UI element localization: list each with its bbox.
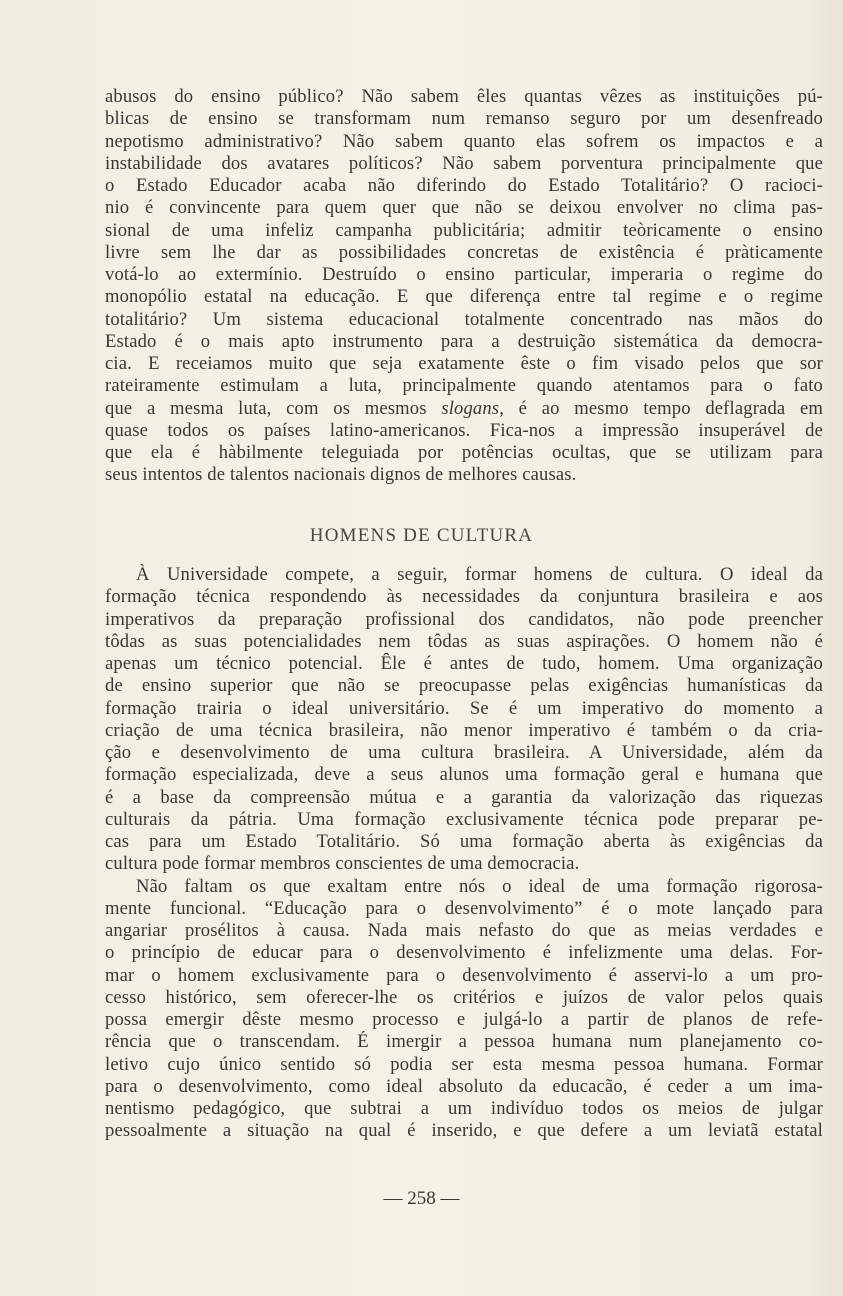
text-line: nepotismo administrativo? Não sabem quanto elas sofrem os impactos e a	[105, 130, 823, 152]
text-line: cia. E receiamos muito que seja exatamente êste o fim visado pelos que sor	[105, 353, 823, 374]
paragraph-1	[105, 86, 823, 487]
text-line: rateiramente estimulam a luta, principalmente quando atentamos para o fato	[105, 375, 823, 397]
text-line: Não faltam os que exaltam entre nós o ideal de uma formação rigorosa-	[136, 875, 823, 897]
text-line: seus intentos de talentos nacionais dignos de melhores causas.	[105, 464, 577, 486]
text-line: letivo cujo único sentido só podia ser esta mesma pessoa humana. Formar	[105, 1053, 823, 1075]
text-line: formação técnica respondendo às necessidades da conjuntura brasileira e aos	[105, 586, 823, 608]
text-line: ção e desenvolvimento de uma cultura brasileira. A Universidade, além da	[105, 742, 823, 763]
text-line: possa emergir dêste mesmo processo e julgá-lo a partir de planos de refe-	[105, 1009, 823, 1030]
text-line: totalitário? Um sistema educacional totalmente concentrado nas mãos do	[105, 308, 823, 330]
text-line: tôdas as suas potencialidades nem tôdas as suas aspirações. O homem não é	[105, 630, 823, 652]
section-heading: HOMENS DE CULTURA	[309, 525, 534, 546]
text-line: formação trairia o ideal universitário. Se é um imperativo do momento a	[105, 697, 823, 719]
text-line: para o desenvolvimento, como ideal absoluto da educacão, é ceder a um ima-	[105, 1075, 823, 1097]
text-line: formação especializada, deve a seus alunos uma formação geral e humana que	[105, 764, 823, 786]
italic-word: slogans	[441, 397, 500, 419]
text-line: À Universidade compete, a seguir, formar homens de cultura. O ideal da	[136, 564, 823, 585]
text-line: votá-lo ao extermínio. Destruído o ensino particular, imperaria o regime do	[105, 264, 823, 285]
text-line: cas para um Estado Totalitário. Só uma formação aberta às exigências da	[105, 831, 823, 852]
text-line: sional de uma infeliz campanha publicitária; admitir teòricamente o ensino	[105, 219, 823, 241]
text-line: culturais da pátria. Uma formação exclusivamente técnica pode preparar pe-	[105, 808, 823, 830]
text-line-with-italic	[105, 398, 823, 420]
text-line: quase todos os países latino-americanos. Fica-nos a impressão insuperável de	[105, 419, 823, 441]
text-line: o princípio de educar para o desenvolvimento é infelizmente uma delas. For-	[105, 942, 823, 964]
text-line: nentismo pedagógico, que subtrai a um indivíduo todos os meios de julgar	[105, 1098, 823, 1119]
text-segment: que a mesma luta, com os mesmos	[105, 397, 427, 419]
text-line: apenas um técnico potencial. Êle é antes de tudo, homem. Uma organização	[105, 653, 823, 674]
text-line: cultura pode formar membros conscientes de uma democracia.	[105, 853, 580, 875]
text-line: mar o homem exclusivamente para o desenvolvimento é asservi-lo a um pro-	[105, 964, 823, 986]
text-line: é a base da compreensão mútua e a garantia da valorização das riquezas	[105, 786, 823, 808]
text-line: instabilidade dos avatares políticos? Não sabem porventura principalmente que	[105, 152, 823, 174]
text-line: que ela é hàbilmente teleguiada por potências ocultas, que se utilizam para	[105, 442, 823, 463]
text-line: o Estado Educador acaba não diferindo do Estado Totalitário? O racioci-	[105, 175, 823, 196]
page-number: — 258 —	[383, 1188, 460, 1209]
paragraph-2-and-3	[105, 564, 823, 1143]
text-line: criação de uma técnica brasileira, não menor imperativo é também o da cria-	[105, 719, 823, 741]
text-line: mente funcional. “Educação para o desenvolvimento” é o mote lançado para	[105, 897, 823, 919]
text-line: cesso histórico, sem oferecer-lhe os critérios e juízos de valor pelos quais	[105, 986, 823, 1008]
text-line: imperativos da preparação profissional dos candidatos, não pode preencher	[105, 608, 823, 630]
text-line: nio é convincente para quem quer que não se deixou envolver no clima pas-	[105, 197, 823, 219]
text-line: abusos do ensino público? Não sabem êles quantas vêzes as instituições pú-	[105, 86, 823, 107]
text-segment: , é ao mesmo tempo deflagrada em	[499, 397, 823, 419]
text-line: angariar prosélitos à causa. Nada mais nefasto do que as meias verdades e	[105, 920, 823, 941]
text-line: pessoalmente a situação na qual é inserido, e que defere a um leviatã estatal	[105, 1120, 823, 1142]
text-line: blicas de ensino se transformam num remanso seguro por um desenfreado	[105, 108, 823, 130]
text-line: de ensino superior que não se preocupasse pelas exigências humanísticas da	[105, 675, 823, 697]
text-line: rência que o transcendam. É imergir a pessoa humana num planejamento co-	[105, 1031, 823, 1053]
text-line: livre sem lhe dar as possibilidades concretas de existência é pràticamente	[105, 241, 823, 263]
text-line: Estado é o mais apto instrumento para a destruição sistemática da democra-	[105, 330, 823, 352]
text-line: monopólio estatal na educação. E que diferença entre tal regime e o regime	[105, 286, 823, 308]
